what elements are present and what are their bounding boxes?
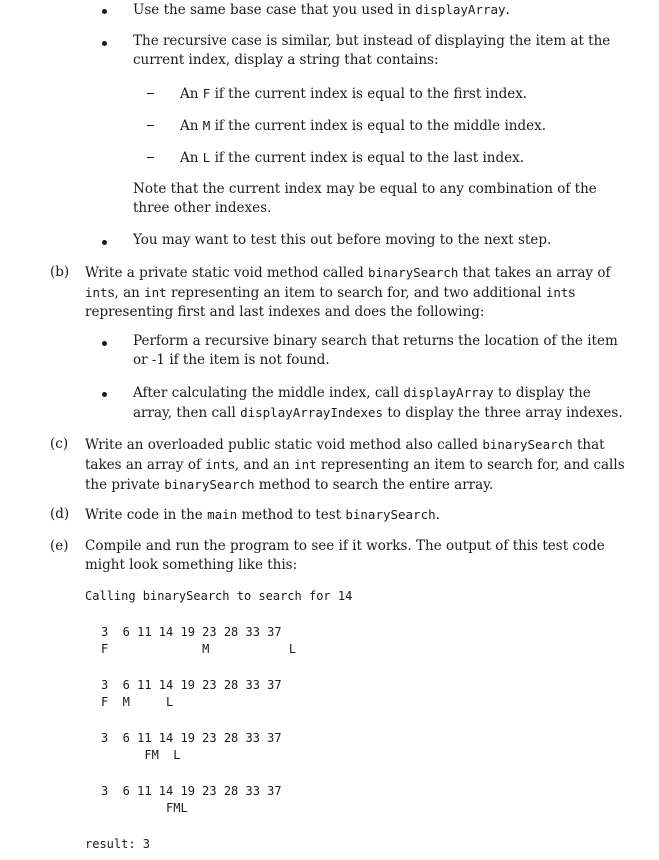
sub-item-last: An L if the current index is equal to the last index. xyxy=(180,150,525,166)
output-markers-4: FML xyxy=(101,801,188,815)
bullet-text-base-case: Use the same base case that you used in displayArray. xyxy=(133,2,510,18)
part-e-text: Compile and run the program to see if it works. The output of this test code might look something like this: xyxy=(85,538,605,573)
part-d-text: Write code in the main method to test binarySearch. xyxy=(85,507,440,523)
bullet xyxy=(102,9,107,14)
dash xyxy=(147,157,154,158)
bullet-text-recursive-case: The recursive case is similar, but instead of displaying the item at the current index, display a string that contains: xyxy=(133,33,611,68)
output-array-4: 3 6 11 14 19 23 28 33 37 xyxy=(101,784,282,798)
part-label-d: (d) xyxy=(50,506,70,522)
dash xyxy=(147,93,154,94)
output-calling-line: Calling binarySearch to search for 14 xyxy=(85,589,353,603)
bullet xyxy=(102,240,107,245)
output-array-2: 3 6 11 14 19 23 28 33 37 xyxy=(101,678,282,692)
sub-item-first: An F if the current index is equal to the first index. xyxy=(180,86,528,102)
output-array-1: 3 6 11 14 19 23 28 33 37 xyxy=(101,625,282,639)
bullet xyxy=(102,341,107,346)
part-b-bullet-search: Perform a recursive binary search that returns the location of the item or -1 if the item is not found. xyxy=(133,333,618,368)
output-markers-3: FM L xyxy=(101,748,181,762)
output-array-3: 3 6 11 14 19 23 28 33 37 xyxy=(101,731,282,745)
part-label-b: (b) xyxy=(50,264,70,280)
part-label-e: (e) xyxy=(50,538,69,554)
part-label-c: (c) xyxy=(50,436,69,452)
sub-item-middle: An M if the current index is equal to the middle index. xyxy=(180,118,547,134)
note-text: Note that the current index may be equal to any combination of the three other indexes. xyxy=(133,181,597,216)
part-b-text: Write a private static void method called binarySearch that takes an array of ints, an int representing an item to search for, and two additional ints representing first and last indexes and does the following: xyxy=(85,265,611,320)
output-markers-2: F M L xyxy=(101,695,174,709)
bullet-text-test: You may want to test this out before moving to the next step. xyxy=(133,232,552,248)
output-markers-1: F M L xyxy=(101,642,297,656)
bullet xyxy=(102,41,107,46)
output-result: result: 3 xyxy=(85,837,151,851)
dash xyxy=(147,125,154,126)
bullet xyxy=(102,392,107,397)
part-c-text: Write an overloaded public static void method also called binarySearch that takes an array of ints, and an int representing an item to search for, and calls the private binarySearch method to search the entire array. xyxy=(85,437,625,493)
part-b-bullet-display: After calculating the middle index, call displayArray to display the array, then call displayArrayIndexes to display the three array indexes. xyxy=(133,385,623,421)
